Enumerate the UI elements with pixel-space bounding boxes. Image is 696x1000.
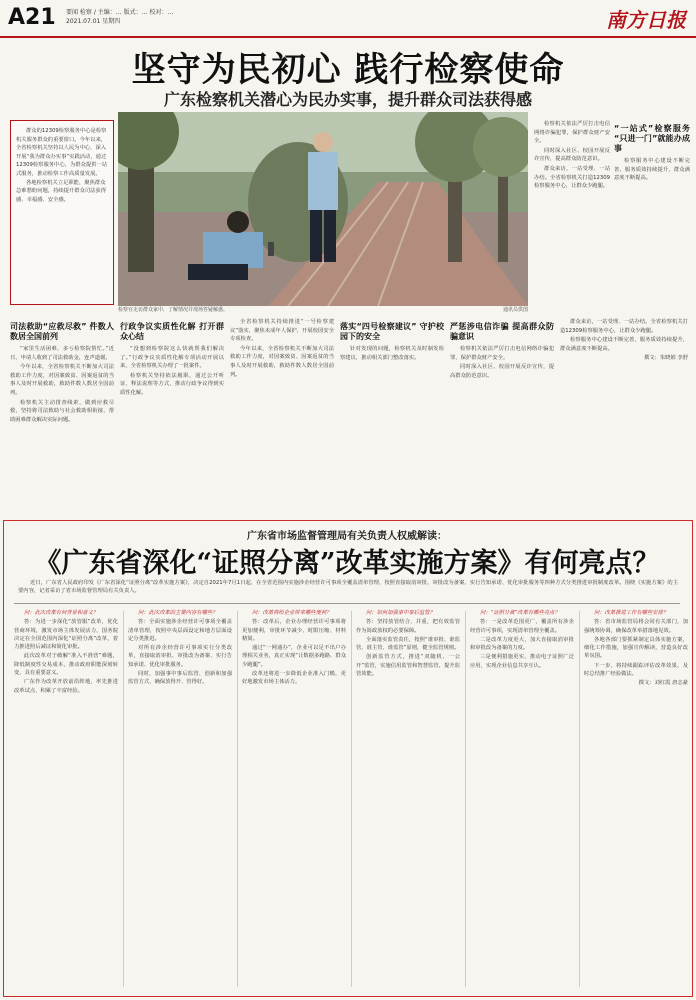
answer: 同时，加强事中事后监管，创新和加强监管方式，确保放得开、管得好。 bbox=[128, 671, 232, 686]
paragraph: 检察机关坚持依法履职，通过公开听证、释法说理等方式，推动行政争议得到实质性化解。 bbox=[120, 372, 224, 396]
photo-caption: 检察官走访群众家中，了解情况并现场答疑解惑。 bbox=[118, 307, 229, 313]
answer: 答：省市场监管局将会同有关部门，加强统筹协调，确保改革举措落地见效。 bbox=[584, 619, 688, 634]
qa-column bbox=[584, 609, 688, 989]
answer: 各地各部门要抓紧制定具体实施方案，细化工作措施，加强宣传解读，营造良好改革氛围。 bbox=[584, 636, 688, 660]
divider bbox=[14, 603, 680, 604]
column-rule bbox=[123, 611, 124, 987]
paragraph: 检察服务中心建设不断完善，服务质效持续提升，群众满意度不断提高。 bbox=[614, 158, 690, 182]
qa-column bbox=[128, 609, 232, 989]
text-column bbox=[450, 318, 554, 514]
paragraph: 今年以来，全省检察机关不断加大司法救助工作力度，对因案致贫、因案返贫的当事人及时开展救助，救助件数人数居全国前列。 bbox=[230, 345, 334, 378]
top-story-subtitle: 广东检察机关潜心为民办实事，提升群众司法获得感 bbox=[163, 90, 532, 109]
news-photo bbox=[118, 112, 528, 316]
paragraph: 群众来访，一站受理、一站办结。全省检察机关打造12309检察服务中心，让群众少跑腿。 bbox=[534, 165, 610, 190]
qa-column bbox=[356, 609, 460, 989]
photo-illustration bbox=[118, 112, 528, 306]
column-rule bbox=[579, 611, 580, 987]
page-header bbox=[0, 0, 696, 38]
bottom-story bbox=[3, 520, 693, 997]
answer: 通过“一网通办”，企业可以足不出户办理相关业务，真正实现“让数据多跑路、群众少跑腿”。 bbox=[242, 645, 346, 668]
header-meta-line2: 2021.07.01 星期四 bbox=[66, 18, 121, 25]
paragraph: 检察机关依法严厉打击电信网络诈骗犯罪，保护群众财产安全。 bbox=[450, 346, 554, 361]
qa-column bbox=[14, 609, 118, 989]
text-column bbox=[120, 318, 224, 514]
section-heading: 司法救助“应救尽救” 件数人数居全国前列 bbox=[10, 322, 114, 341]
text-column bbox=[614, 120, 690, 315]
paragraph: 全省检察机关持续推进“一号检察建议”落实，聚焦未成年人保护，开展校园安全专项检查。 bbox=[230, 319, 334, 343]
newspaper-logo: 南方日报 bbox=[606, 8, 686, 32]
answer: 答：改革后，企业办理经营许可事项将更加便利，审批环节减少、时限压缩、材料精简。 bbox=[242, 619, 346, 642]
qa-column bbox=[242, 609, 346, 989]
paragraph: “没想到检察院这么快就帮我们解决了。”行政争议实质性化解专项活动开展以来，全省检察机关办理了一批案件。 bbox=[120, 346, 224, 370]
photo-credit: 通讯员供图 bbox=[502, 307, 528, 313]
lead-paragraph: 群众的12309检察服务中心是检察机关服务群众的重要窗口。今年以来，全省检察机关坚持以人民为中心，深入开展“我为群众办实事”实践活动，通过12309检察服务中心，为群众提供一站式服务，推动检察工作高质量发展。 bbox=[16, 128, 108, 177]
bottom-story-lead: 近日，广东省人民政府印发《广东省深化“证照分离”改革实施方案》，决定自2021年7月1日起，在全省范围内实施涉企经营许可事项全覆盖清单管理，按照直接取消审批、审批改为备案、实行告知承诺、优化审批服务等四种方式分类推进审批制度改革。围绕《实施方案》的主要内容，记者采访了省市场监督管理局有关负责人。 bbox=[18, 580, 678, 594]
answer: 此次改革对于破解“准入不准营”难题，降低制度性交易成本，推动政府职能深刻转变，具有重要意义。 bbox=[14, 653, 118, 677]
question: 问：如何加强事中事后监管？ bbox=[366, 610, 435, 616]
answer: 答：一是改革范围更广，覆盖所有涉企经营许可事项，实现清单管理全覆盖。 bbox=[470, 619, 574, 634]
byline: 撰文：朱晓娟 李舒 bbox=[643, 355, 688, 362]
top-story-title: 坚守为民初心 践行检察使命 bbox=[131, 50, 565, 90]
text-column bbox=[10, 318, 114, 514]
section-heading: 严惩涉电信诈骗 提高群众防骗意识 bbox=[450, 322, 554, 341]
text-column bbox=[340, 318, 444, 514]
section-heading: 行政争议实质性化解 打开群众心结 bbox=[120, 322, 224, 341]
text-column bbox=[534, 120, 610, 315]
section-heading: “一站式”检察服务 “只进一门”就能办成事 bbox=[614, 124, 690, 153]
section-heading: 落实“四号检察建议” 守护校园下的安全 bbox=[340, 322, 444, 341]
answer: 答：为进一步深化“放管服”改革，优化营商环境，激发市场主体发展活力，国务院决定在全国范围内深化“证照分离”改革，着力推进照后减证和简化审批。 bbox=[14, 619, 118, 651]
photo-caption-row bbox=[118, 306, 528, 313]
column-rule bbox=[237, 611, 238, 987]
column-rule bbox=[351, 611, 352, 987]
paragraph: 群众来访，一站受理、一站办结。全省检察机关打造12309检察服务中心，让群众少跑腿。 bbox=[560, 319, 688, 334]
lead-paragraph: 各地检察机关立足职能，聚焦群众急难愁盼问题，持续提升群众司法获得感、幸福感、安全感。 bbox=[16, 179, 107, 203]
answer: 广东作为改革开放前沿阵地，率先推进改革试点，积累了丰富经验。 bbox=[14, 679, 118, 694]
qa-column bbox=[470, 609, 574, 989]
answer: 改革还将进一步降低企业准入门槛，更好地激发市场主体活力。 bbox=[242, 671, 346, 686]
bottom-story-kicker: 广东省市场监督管理局有关负责人权威解读： bbox=[247, 531, 447, 542]
page-number: A21 bbox=[8, 5, 56, 30]
paragraph: 同时深入社区、校园开展反诈宣传，提高群众防范意识。 bbox=[534, 147, 610, 163]
answer: 下一步，将持续跟踪评估改革效果，及时总结推广经验做法。 bbox=[584, 662, 688, 678]
paragraph: 检察服务中心建设不断完善，服务质效持续提升，群众满意度不断提高。 bbox=[560, 337, 688, 352]
question: 问：改革将给企业带来哪些便利？ bbox=[252, 610, 332, 616]
question: 问：此次改革的主要内容有哪些？ bbox=[138, 610, 218, 616]
byline: 撰文：刘红霞 唐志豪 bbox=[638, 680, 688, 687]
text-column bbox=[230, 318, 334, 514]
text-column bbox=[560, 318, 688, 514]
lead-box bbox=[10, 120, 114, 305]
paragraph: “家里生活困难，多亏检察院帮忙。”近日，申请人收到了司法救助金，连声道谢。 bbox=[10, 346, 114, 361]
question: 问：此次改革有何背景和意义？ bbox=[24, 610, 99, 616]
answer: 创新监管方式，推进“双随机、一公开”监管，实施信用监管和智慧监管，提升监管效能。 bbox=[356, 654, 460, 678]
paragraph: 今年以来，全省检察机关不断加大司法救助工作力度，对因案致贫、因案返贫的当事人及时开展救助，救助件数人数居全国前列。 bbox=[10, 364, 114, 396]
column-rule bbox=[465, 611, 466, 987]
paragraph: 同时深入社区、校园开展反诈宣传，提高群众防范意识。 bbox=[450, 364, 554, 379]
answer: 答：全面实施涉企经营许可事项全覆盖清单管理，按照中央层面设定和地方层面设定分类推进。 bbox=[128, 619, 232, 642]
paragraph: 检察机关主动排查线索，做到应救尽救，坚持将司法救助与社会救助相衔接，帮助困难群众解决实际问题。 bbox=[10, 399, 114, 423]
paragraph: 针对发现的问题，检察机关及时制发检察建议，推动相关部门整改落实。 bbox=[340, 346, 444, 361]
answer: 三是便利措施更实，推动电子证照广泛应用，实现企业信息共享互认。 bbox=[470, 654, 574, 669]
bottom-story-title: 《广东省深化“证照分离”改革实施方案》有何亮点？ bbox=[34, 548, 660, 579]
answer: 对所有涉企经营许可事项实行分类改革，直接取消审批、审批改为备案、实行告知承诺、优化审批服务。 bbox=[128, 645, 232, 668]
question: 问：改革推进工作有哪些安排？ bbox=[594, 610, 669, 616]
question: 问：“证照分离”改革有哪些亮点？ bbox=[480, 610, 560, 616]
paragraph: 检察机关依法严厉打击电信网络诈骗犯罪，保护群众财产安全。 bbox=[534, 121, 610, 145]
answer: 二是改革力度更大，加大直接取消审批和审批改为备案的力度。 bbox=[470, 636, 574, 652]
answer: 答：坚持放管结合、并重，把有效监管作为简政放权的必要保障。 bbox=[356, 619, 460, 634]
header-meta-line1: 要闻 检察 / 主编：… 版式：… 校对：… bbox=[66, 9, 174, 16]
answer: 全面落实监管责任，按照“谁审批、谁监管，谁主管、谁监管”原则，健全监管规则。 bbox=[356, 636, 460, 652]
header-meta bbox=[66, 8, 174, 26]
